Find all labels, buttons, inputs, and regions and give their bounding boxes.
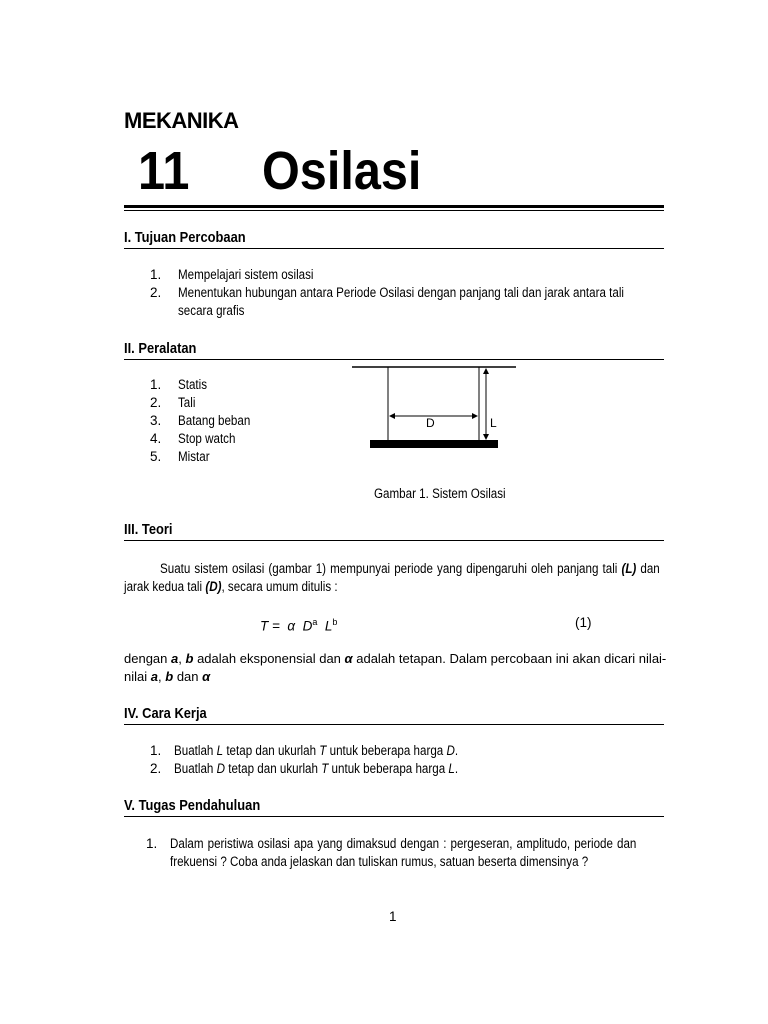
oscillation-figure	[348, 360, 520, 452]
category-label: MEKANIKA	[124, 108, 239, 133]
list-item: Mistar	[178, 449, 210, 464]
section-title-peralatan: II. Peralatan	[124, 340, 197, 357]
list-item: Buatlah L tetap dan ukurlah T untuk beberapa harga D.	[174, 743, 459, 758]
list-item: Statis	[178, 377, 208, 392]
chapter-number: 11	[138, 141, 190, 201]
list-number: 5.	[150, 449, 162, 464]
list-number: 1.	[146, 836, 158, 851]
equation: T = α $D^a$ $L^b$	[260, 617, 338, 634]
list-number: 3.	[150, 413, 162, 428]
chapter-title: Osilasi	[262, 141, 422, 201]
list-number: 2.	[150, 395, 162, 410]
equation-number: (1)	[575, 615, 592, 630]
label-d: D	[426, 416, 435, 430]
list-item: Stop watch	[178, 431, 236, 446]
section-rule	[124, 816, 664, 817]
section-rule	[124, 248, 664, 249]
list-item: Buatlah D tetap dan ukurlah T untuk beberapa harga L.	[174, 761, 459, 776]
section-title-tugas: V. Tugas Pendahuluan	[124, 797, 261, 814]
list-item: Tali	[178, 395, 196, 410]
theory-paragraph-2-line1: dengan a, b adalah eksponensial dan α adalah tetapan. Dalam percobaan ini akan dicari nilai-	[124, 651, 667, 666]
section-title-cara-kerja: IV. Cara Kerja	[124, 705, 207, 722]
arrow-down-icon	[483, 434, 489, 440]
list-item: Dalam peristiwa osilasi apa yang dimaksud dengan : pergeseran, amplitudo, periode dan	[170, 836, 637, 851]
label-l: L	[490, 416, 497, 430]
list-item: Batang beban	[178, 413, 251, 428]
header-rule-thin	[124, 210, 664, 211]
theory-paragraph-line1: Suatu sistem osilasi (gambar 1) mempunyai periode yang dipengaruhi oleh panjang tali (L) dan	[160, 561, 660, 576]
header-rule-thick	[124, 205, 664, 208]
list-number: 1.	[150, 377, 162, 392]
section-title-tujuan: I. Tujuan Percobaan	[124, 229, 246, 246]
load-bar	[370, 440, 498, 448]
section-title-teori: III. Teori	[124, 521, 173, 538]
list-item: Mempelajari sistem osilasi	[178, 267, 314, 282]
theory-paragraph-2-line2: nilai a, b dan α	[124, 669, 211, 684]
arrow-up-icon	[483, 368, 489, 374]
arrow-left-icon	[389, 413, 395, 419]
list-item-continuation: frekuensi ? Coba anda jelaskan dan tuliskan rumus, satuan beserta dimensinya ?	[170, 854, 589, 869]
theory-paragraph-line2: jarak kedua tali (D), secara umum ditulis :	[124, 579, 338, 594]
figure-caption: Gambar 1. Sistem Osilasi	[374, 486, 506, 501]
list-number: 2.	[150, 761, 162, 776]
page-number: 1	[389, 909, 397, 924]
list-number: 2.	[150, 285, 162, 300]
arrow-right-icon	[472, 413, 478, 419]
list-number: 4.	[150, 431, 162, 446]
list-number: 1.	[150, 743, 162, 758]
list-item-continuation: secara grafis	[178, 303, 245, 318]
list-item: Menentukan hubungan antara Periode Osilasi dengan panjang tali dan jarak antara tali	[178, 285, 625, 300]
list-number: 1.	[150, 267, 162, 282]
section-rule	[124, 540, 664, 541]
section-rule	[124, 724, 664, 725]
